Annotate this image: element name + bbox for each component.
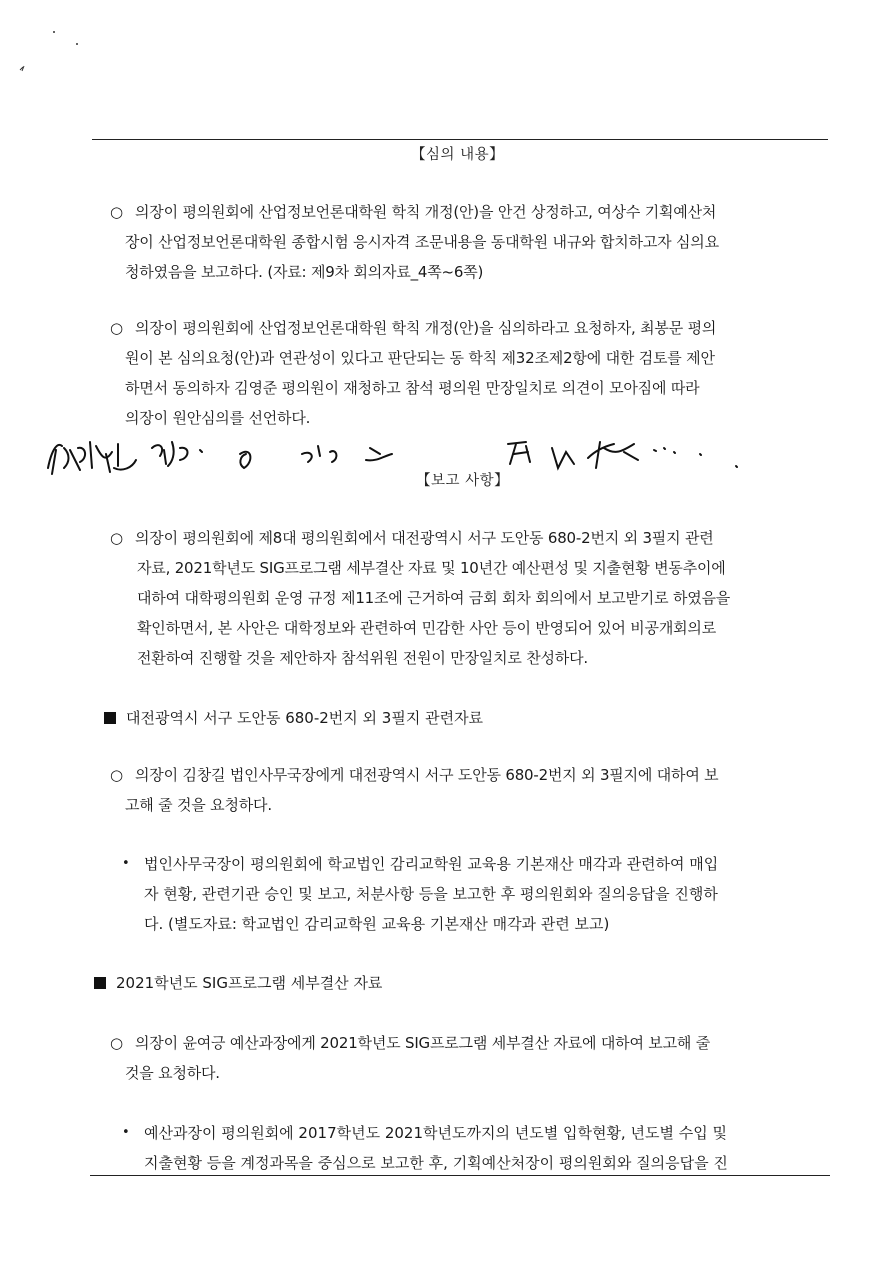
section-title-deliberation: 【심의 내용】 <box>411 147 505 163</box>
topic2-bullet: • 예산과장이 평의원회에 2017학년도 2021학년도까지의 년도별 입학현황, 년도별 수입 및 지출현황 등을 계정과목을 중심으로 보고한 후, 기획예산처장이 평의원회와 질의응답을 진 <box>122 1118 832 1178</box>
deliberation-item-2: ○ 의장이 평의원회에 산업정보언론대학원 학칙 개정(안)을 심의하라고 요청하자, 최봉문 평의 원이 본 심의요청(안)과 연관성이 있다고 판단되는 동 학칙 제32조제2항에 대한 검토를 제안 하면서 동의하자 김영준 평의원이 재청하고 참석 평의원 만장일치로 의견이 모아짐에 따라 의장이 원안심의를 선언하다. <box>110 313 830 433</box>
circle-marker-icon: ○ <box>110 529 123 547</box>
bottom-rule <box>90 1175 830 1176</box>
deliberation-item-1: ○ 의장이 평의원회에 산업정보언론대학원 학칙 개정(안)을 안건 상정하고, 여상수 기획예산처 장이 산업정보언론대학원 종합시험 응시자격 조문내용을 동대학원 내규와 합치하고자 심의요 청하였음을 보고하다. (자료: 제9차 회의자료_4쪽~6쪽) <box>110 197 830 287</box>
top-rule <box>92 139 828 140</box>
scan-specks <box>10 20 90 80</box>
topic1-item: ○ 의장이 김창길 법인사무국장에게 대전광역시 서구 도안동 680-2번지 외 3필지에 대하여 보 고해 줄 것을 요청하다. <box>110 760 830 820</box>
circle-marker-icon: ○ <box>110 203 123 221</box>
bullet-dot-icon: • <box>122 856 130 871</box>
topic-heading-land: 대전광역시 서구 도안동 680-2번지 외 3필지 관련자료 <box>104 705 483 731</box>
topic1-bullet: • 법인사무국장이 평의원회에 학교법인 감리교학원 교육용 기본재산 매각과 관련하여 매입 자 현황, 관련기관 승인 및 보고, 처분사항 등을 보고한 후 평의원회와 질의응답을 진행하 다. (별도자료: 학교법인 감리교학원 교육용 기본재산 매각과 관련 보고) <box>122 849 832 939</box>
square-bullet-icon <box>104 712 116 724</box>
topic-heading-sig: 2021학년도 SIG프로그램 세부결산 자료 <box>94 970 382 996</box>
report-item-1: ○ 의장이 평의원회에 제8대 평의원회에서 대전광역시 서구 도안동 680-2번지 외 3필지 관련 자료, 2021학년도 SIG프로그램 세부결산 자료 및 10년간 예산편성 및 지출현황 변동추이에 대하여 대학평의원회 운영 규정 제11조에 근거하여 금회 회차 회의에서 보고받기로 하였음을 확인하면서, 본 사안은 대학정보와 관련하여 민감한 사안 등이 반영되어 있어 비공개회의로 전환하여 진행할 것을 제안하자 참석위원 전원이 만장일치로 찬성하다. <box>110 523 830 673</box>
circle-marker-icon: ○ <box>110 766 123 784</box>
handwritten-annotation <box>40 428 760 498</box>
bullet-dot-icon: • <box>122 1125 130 1140</box>
square-bullet-icon <box>94 977 106 989</box>
circle-marker-icon: ○ <box>110 1034 123 1052</box>
section-title-report: 【보고 사항】 <box>416 473 510 489</box>
circle-marker-icon: ○ <box>110 319 123 337</box>
topic2-item: ○ 의장이 윤여긍 예산과장에게 2021학년도 SIG프로그램 세부결산 자료에 대하여 보고해 줄 것을 요청하다. <box>110 1028 830 1088</box>
